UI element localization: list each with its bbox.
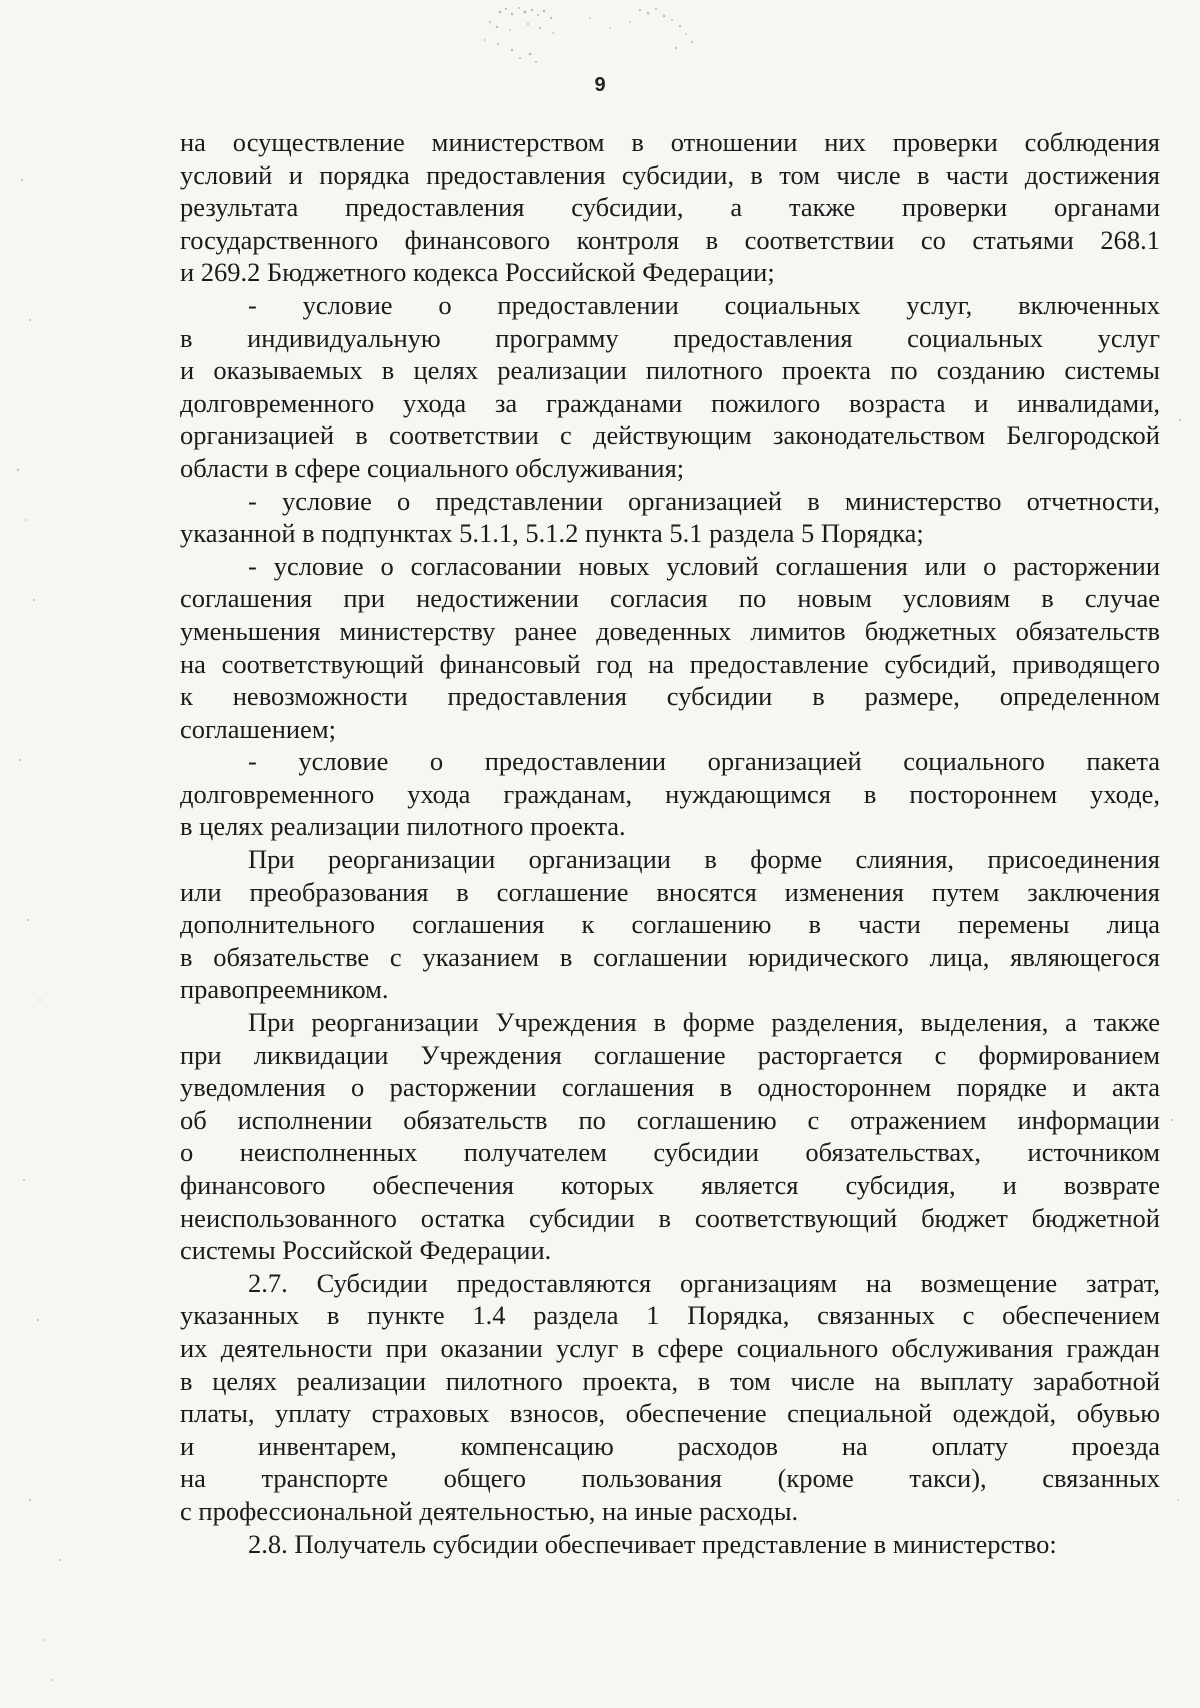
text-line: области в сфере социального обслуживания;	[180, 452, 685, 483]
text-line: 2.8. Получатель субсидии обеспечивает представление в министерство:	[248, 1528, 1057, 1559]
text-line: о неисполненных получателем субсидии обязательствах, источником	[180, 1137, 1160, 1168]
faded-stamp-mark	[440, 0, 780, 78]
text-line: финансового обеспечения которых является субсидия, и возврате	[180, 1170, 1160, 1200]
text-line: уменьшения министерству ранее доведенных лимитов бюджетных обязательств	[180, 615, 1160, 646]
text-line: и 269.2 Бюджетного кодекса Российской Федерации;	[180, 257, 775, 288]
text-line: дополнительного соглашения к соглашению в части перемены лица	[180, 909, 1160, 940]
text-line: - условие о предоставлении социальных услуг, включенных	[248, 289, 1160, 320]
text-line: результата предоставления субсидии, а также проверки органами	[180, 192, 1160, 223]
text-line: в целях реализации пилотного проекта.	[180, 811, 626, 842]
text-line: с профессиональной деятельностью, на иные расходы.	[180, 1495, 799, 1526]
text-line: на транспорте общего пользования (кроме такси), связанных	[180, 1463, 1160, 1494]
text-line: их деятельности при оказании услуг в сфере социального обслуживания граждан	[180, 1332, 1160, 1363]
text-line: указанных в пункте 1.4 раздела 1 Порядка, связанных с обеспечением	[180, 1300, 1160, 1331]
text-line: при ликвидации Учреждения соглашение расторгается с формированием	[180, 1039, 1160, 1070]
text-line: на соответствующий финансовый год на предоставление субсидий, приводящего	[180, 648, 1160, 679]
text-line: уведомления о расторжении соглашения в одностороннем порядке и акта	[180, 1072, 1160, 1103]
text-line: государственного финансового контроля в соответствии со статьями 268.1	[180, 224, 1160, 255]
document-body-text	[180, 126, 1160, 1560]
text-line: указанной в подпунктах 5.1.1, 5.1.2 пункта 5.1 раздела 5 Порядка;	[180, 518, 924, 549]
text-line: или преобразования в соглашение вносятся изменения путем заключения	[180, 876, 1160, 907]
text-line: организацией в соответствии с действующим законодательством Белгородской	[180, 420, 1160, 451]
text-line: долговременного ухода за гражданами пожилого возраста и инвалидами,	[180, 387, 1160, 418]
text-line: соглашением;	[180, 713, 336, 744]
text-line: - условие о представлении организацией в министерство отчетности,	[248, 485, 1160, 516]
text-line: системы Российской Федерации.	[180, 1235, 552, 1266]
text-line: - условие о согласовании новых условий соглашения или о расторжении	[248, 550, 1160, 581]
text-line: и инвентарем, компенсацию расходов на оплату проезда	[180, 1430, 1160, 1461]
text-line: неиспользованного остатка субсидии в соответствующий бюджет бюджетной	[180, 1202, 1160, 1233]
page-number: 9	[594, 74, 606, 96]
text-line: и оказываемых в целях реализации пилотного проекта по созданию системы	[180, 355, 1160, 386]
text-line: платы, уплату страховых взносов, обеспечение специальной одеждой, обувью	[180, 1398, 1160, 1429]
text-line: соглашения при недостижении согласия по новым условиям в случае	[180, 583, 1160, 614]
text-line: условий и порядка предоставления субсидии, в том числе в части достижения	[180, 159, 1160, 190]
text-line: 2.7. Субсидии предоставляются организациям на возмещение затрат,	[248, 1267, 1160, 1298]
text-line: в индивидуальную программу предоставления социальных услуг	[180, 322, 1160, 353]
text-line: При реорганизации организации в форме слияния, присоединения	[248, 844, 1160, 875]
text-line: в целях реализации пилотного проекта, в том числе на выплату заработной	[180, 1365, 1160, 1396]
text-line: в обязательстве с указанием в соглашении юридического лица, являющегося	[180, 941, 1160, 972]
text-line: на осуществление министерством в отношении них проверки соблюдения	[180, 127, 1160, 157]
text-line: При реорганизации Учреждения в форме разделения, выделения, а также	[248, 1007, 1160, 1038]
text-line: об исполнении обязательств по соглашению с отражением информации	[180, 1104, 1160, 1135]
text-line: правопреемником.	[180, 974, 389, 1005]
text-line: к невозможности предоставления субсидии в размере, определенном	[180, 681, 1160, 712]
text-line: долговременного ухода гражданам, нуждающимся в постороннем уходе,	[180, 778, 1160, 809]
text-line: - условие о предоставлении организацией социального пакета	[248, 746, 1160, 777]
